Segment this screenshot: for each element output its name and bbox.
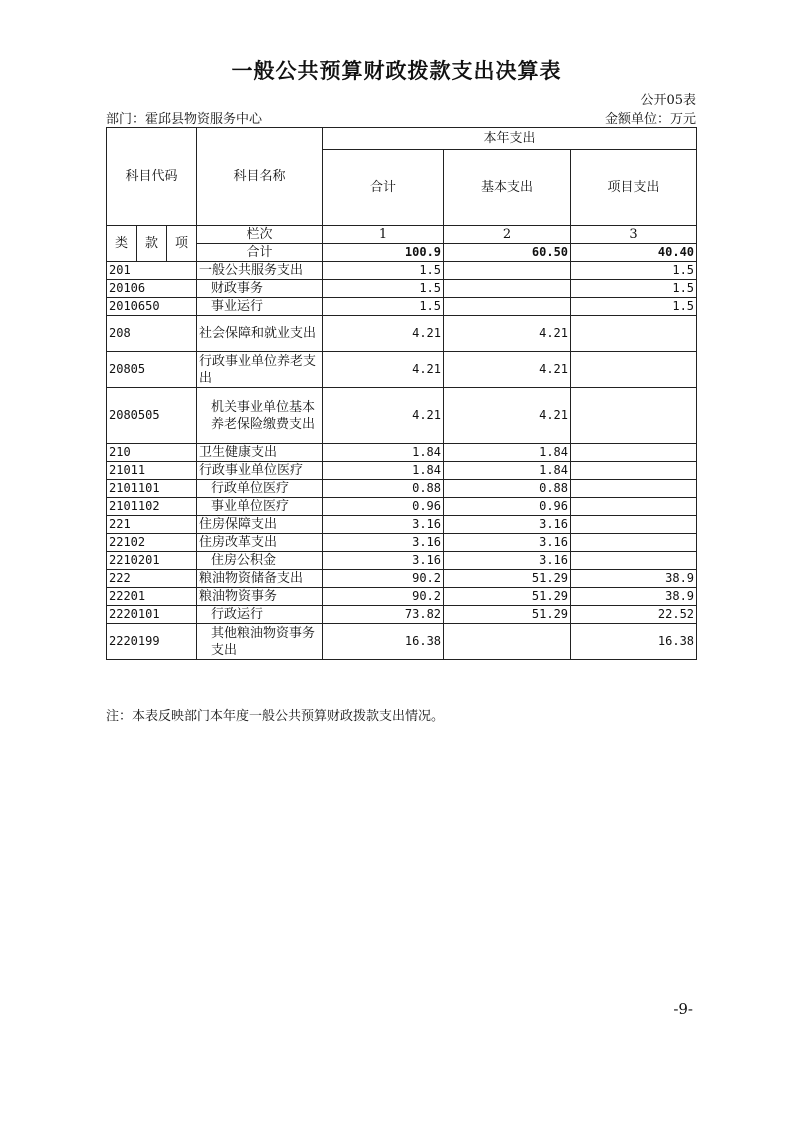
row-name: 机关事业单位基本养老保险缴费支出	[197, 388, 323, 444]
row-project	[571, 516, 697, 534]
header-subject-name: 科目名称	[197, 128, 323, 226]
row-basic: 3.16	[444, 516, 571, 534]
row-name: 住房改革支出	[197, 534, 323, 552]
row-name: 行政运行	[197, 606, 323, 624]
row-basic: 4.21	[444, 316, 571, 352]
row-code: 2010650	[107, 298, 197, 316]
unit-label: 金额单位：万元	[604, 112, 696, 127]
row-basic: 1.84	[444, 462, 571, 480]
row-basic: 1.84	[444, 444, 571, 462]
header-column-index: 栏次	[197, 226, 323, 244]
table-row	[107, 570, 697, 588]
table-row	[107, 298, 697, 316]
row-name: 行政单位医疗	[197, 480, 323, 498]
table-row	[107, 352, 697, 388]
row-total: 3.16	[323, 552, 444, 570]
row-basic: 0.96	[444, 498, 571, 516]
row-project: 1.5	[571, 262, 697, 280]
header-subject-code: 科目代码	[107, 128, 197, 226]
department-label: 部门：霍邱县物资服务中心	[106, 112, 263, 127]
row-total: 16.38	[323, 624, 444, 660]
row-project: 1.5	[571, 298, 697, 316]
row-total: 1.5	[323, 262, 444, 280]
row-total: 0.96	[323, 498, 444, 516]
row-total: 4.21	[323, 352, 444, 388]
row-basic: 3.16	[444, 534, 571, 552]
row-basic: 0.88	[444, 480, 571, 498]
row-name: 一般公共服务支出	[197, 262, 323, 280]
table-row	[107, 480, 697, 498]
row-project: 16.38	[571, 624, 697, 660]
row-total: 90.2	[323, 588, 444, 606]
row-project: 1.5	[571, 280, 697, 298]
table-row	[107, 606, 697, 624]
row-name: 财政事务	[197, 280, 323, 298]
row-project	[571, 316, 697, 352]
row-name: 事业单位医疗	[197, 498, 323, 516]
row-name: 粮油物资事务	[197, 588, 323, 606]
table-row	[107, 316, 697, 352]
row-project	[571, 480, 697, 498]
row-basic	[444, 624, 571, 660]
table-row	[107, 262, 697, 280]
header-current-year: 本年支出	[323, 128, 697, 150]
table-row	[107, 516, 697, 534]
row-total: 1.84	[323, 462, 444, 480]
row-code: 22201	[107, 588, 197, 606]
row-code: 221	[107, 516, 197, 534]
row-project	[571, 462, 697, 480]
row-name: 行政事业单位养老支出	[197, 352, 323, 388]
row-code: 20805	[107, 352, 197, 388]
row-project: 38.9	[571, 570, 697, 588]
row-total: 4.21	[323, 316, 444, 352]
page-number: -9-	[673, 1000, 693, 1018]
row-name: 其他粮油物资事务支出	[197, 624, 323, 660]
row-name: 卫生健康支出	[197, 444, 323, 462]
row-project: 22.52	[571, 606, 697, 624]
col-index-3: 3	[571, 226, 697, 244]
row-basic: 4.21	[444, 388, 571, 444]
table-row	[107, 624, 697, 660]
row-basic: 51.29	[444, 588, 571, 606]
table-row	[107, 552, 697, 570]
sum-label: 合计	[197, 244, 323, 262]
table-row	[107, 444, 697, 462]
row-basic	[444, 280, 571, 298]
row-basic	[444, 262, 571, 280]
header-total: 合计	[323, 150, 444, 226]
row-project	[571, 388, 697, 444]
row-name: 粮油物资储备支出	[197, 570, 323, 588]
row-total: 0.88	[323, 480, 444, 498]
header-basic: 基本支出	[444, 150, 571, 226]
expenditure-table	[106, 127, 697, 660]
row-code: 2101101	[107, 480, 197, 498]
row-code: 2220101	[107, 606, 197, 624]
row-code: 22102	[107, 534, 197, 552]
row-basic: 3.16	[444, 552, 571, 570]
row-code: 2210201	[107, 552, 197, 570]
page-title: 一般公共预算财政拨款支出决算表	[231, 59, 562, 83]
header-section: 款	[137, 226, 167, 262]
table-row	[107, 280, 697, 298]
sum-project: 40.40	[571, 244, 697, 262]
sum-basic: 60.50	[444, 244, 571, 262]
table-row	[107, 534, 697, 552]
col-index-2: 2	[444, 226, 571, 244]
row-code: 2080505	[107, 388, 197, 444]
sum-total: 100.9	[323, 244, 444, 262]
row-total: 3.16	[323, 516, 444, 534]
table-note: 注：本表反映部门本年度一般公共预算财政拨款支出情况。	[106, 709, 445, 724]
row-code: 201	[107, 262, 197, 280]
row-code: 2101102	[107, 498, 197, 516]
header-class: 类	[107, 226, 137, 262]
table-row	[107, 388, 697, 444]
row-basic: 51.29	[444, 606, 571, 624]
row-code: 208	[107, 316, 197, 352]
row-code: 210	[107, 444, 197, 462]
col-index-1: 1	[323, 226, 444, 244]
row-name: 行政事业单位医疗	[197, 462, 323, 480]
row-total: 73.82	[323, 606, 444, 624]
table-row	[107, 588, 697, 606]
table-row	[107, 462, 697, 480]
row-project: 38.9	[571, 588, 697, 606]
row-total: 1.5	[323, 298, 444, 316]
row-name: 事业运行	[197, 298, 323, 316]
row-name: 住房公积金	[197, 552, 323, 570]
row-code: 2220199	[107, 624, 197, 660]
row-basic: 4.21	[444, 352, 571, 388]
row-project	[571, 444, 697, 462]
row-code: 20106	[107, 280, 197, 298]
header-project: 项目支出	[571, 150, 697, 226]
row-project	[571, 352, 697, 388]
row-code: 222	[107, 570, 197, 588]
table-row	[107, 498, 697, 516]
row-total: 3.16	[323, 534, 444, 552]
row-name: 住房保障支出	[197, 516, 323, 534]
row-project	[571, 498, 697, 516]
form-number: 公开05表	[640, 93, 696, 108]
row-project	[571, 552, 697, 570]
row-name: 社会保障和就业支出	[197, 316, 323, 352]
header-item: 项	[167, 226, 197, 262]
row-total: 4.21	[323, 388, 444, 444]
row-code: 21011	[107, 462, 197, 480]
row-basic: 51.29	[444, 570, 571, 588]
row-basic	[444, 298, 571, 316]
row-total: 1.84	[323, 444, 444, 462]
row-project	[571, 534, 697, 552]
row-total: 1.5	[323, 280, 444, 298]
row-total: 90.2	[323, 570, 444, 588]
